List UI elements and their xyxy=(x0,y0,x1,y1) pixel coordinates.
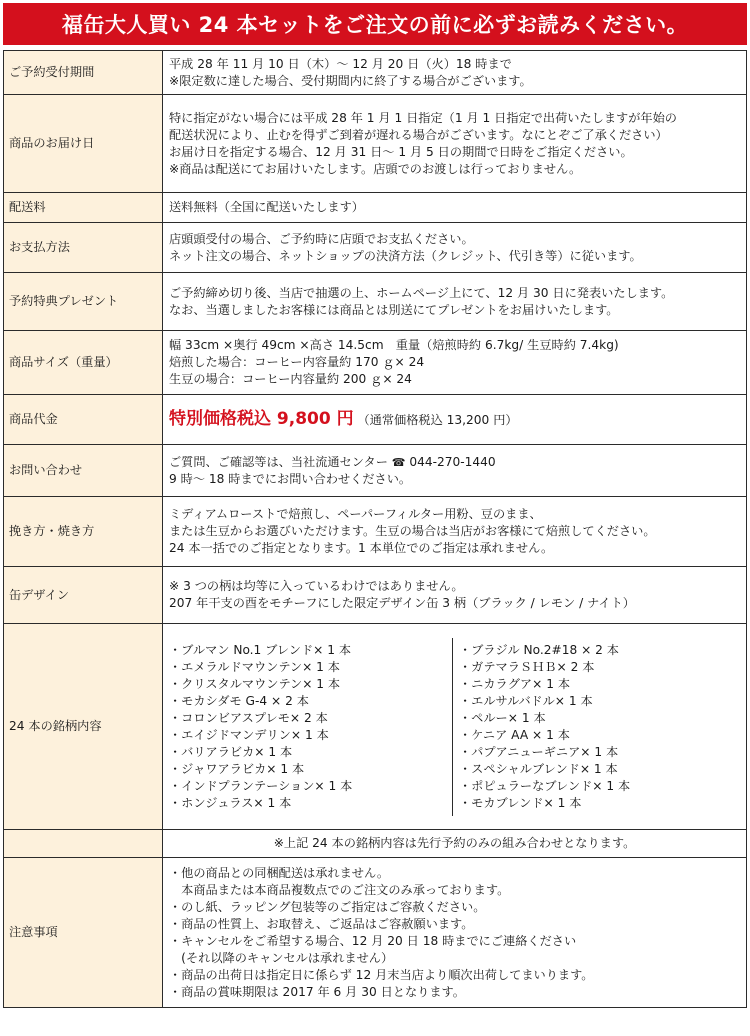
value-notes xyxy=(163,858,747,1008)
text-line: 9 時～ 18 時までにお問い合わせください。 xyxy=(169,471,412,486)
phone-icon: ☎ xyxy=(391,455,406,469)
label-brands: 24 本の銘柄内容 xyxy=(4,624,163,830)
text-line: 店頭頭受付の場合、ご予約時に店頭でお支払ください。 xyxy=(169,231,474,246)
list-item: ・ガテマラＳＨＢ× 2 本 xyxy=(459,659,595,674)
value-present xyxy=(163,273,747,331)
text-line: ネット注文の場合、ネットショップの決済方法（クレジット、代引き等）に従います。 xyxy=(169,248,642,263)
list-item: ・ポピュラーなブレンド× 1 本 xyxy=(459,778,631,793)
row-notes xyxy=(4,858,747,1008)
label-payment: お支払方法 xyxy=(4,223,163,273)
row-brands xyxy=(4,624,747,830)
value-price xyxy=(163,395,747,445)
page-title-banner: 福缶大人買い 24 本セットをご注文の前に必ずお読みください。 xyxy=(3,3,747,45)
list-item: ・ブラジル No.2#18 × 2 本 xyxy=(459,642,619,657)
list-item: ・ジャワアラビカ× 1 本 xyxy=(169,761,305,776)
label-size: 商品サイズ（重量） xyxy=(4,331,163,395)
value-size xyxy=(163,331,747,395)
text-line xyxy=(169,454,746,471)
list-item: ・バリアラビカ× 1 本 xyxy=(169,744,293,759)
row-reservation xyxy=(4,51,747,95)
text-line: (それ以降のキャンセルは承れません） xyxy=(169,950,394,965)
row-shipping xyxy=(4,193,747,223)
special-price: 特別価格税込 9,800 円 xyxy=(169,408,354,429)
text-line: 24 本一括でのご指定となります。1 本単位でのご指定は承れません。 xyxy=(169,541,554,555)
list-item: ・エルサルバドル× 1 本 xyxy=(459,693,593,708)
text-line: ※限定数に達した場合、受付期間内に終了する場合がございます。 xyxy=(169,73,532,88)
text-line: ・キャンセルをご希望する場合、12 月 20 日 18 時までにご連絡ください xyxy=(169,933,577,948)
row-size xyxy=(4,331,747,395)
brands-columns xyxy=(163,638,746,816)
label-delivery: 商品のお届け日 xyxy=(4,95,163,193)
list-item: ・モカシダモ G-4 × 2 本 xyxy=(169,693,309,708)
brands-left-list xyxy=(163,638,453,816)
list-item: ・ケニア AA × 1 本 xyxy=(459,727,570,742)
text-line: ミディアムローストで焙煎し、ペーパーフィルター用粉、豆のまま、 xyxy=(169,507,542,521)
text-line: 207 年干支の酉をモチーフにした限定デザイン缶 3 柄（ブラック / レモン / ナイト） xyxy=(169,596,635,610)
text-line: 幅 33cm ×奥行 49cm ×高さ 14.5cm 重量（焙煎時約 6.7kg/ 生豆時約 7.4kg) xyxy=(169,338,619,352)
text-line: ・商品の性質上、お取替え、ご返品はご容赦願います。 xyxy=(169,916,474,931)
row-payment xyxy=(4,223,747,273)
brands-right-list xyxy=(453,638,746,816)
value-grind xyxy=(163,497,747,567)
text-line: 生豆の場合：コーヒー内容量約 200 ｇ× 24 xyxy=(169,372,412,386)
list-item: ・パプアニューギニア× 1 本 xyxy=(459,744,619,759)
value-payment xyxy=(163,223,747,273)
label-shipping: 配送料 xyxy=(4,193,163,223)
row-brands-note xyxy=(4,830,747,858)
list-item: ・インドプランテーション× 1 本 xyxy=(169,778,353,793)
label-contact: お問い合わせ xyxy=(4,445,163,497)
text-line: ・他の商品との同梱配送は承れません。 xyxy=(169,865,390,880)
label-notes: 注意事項 xyxy=(4,858,163,1008)
list-item: ・ニカラグア× 1 本 xyxy=(459,676,571,691)
list-item: ・エイジドマンデリン× 1 本 xyxy=(169,727,329,742)
value-brands xyxy=(163,624,747,830)
label-present: 予約特典プレゼント xyxy=(4,273,163,331)
text-line: ・商品の賞味期限は 2017 年 6 月 30 日となります。 xyxy=(169,984,465,999)
text-line: 配送状況により、止むを得ずご到着が遅れる場合がございます。なにとぞご了承ください） xyxy=(169,127,668,142)
phone-number[interactable]: 044-270-1440 xyxy=(409,454,496,469)
list-item: ・ブルマン No.1 ブレンド× 1 本 xyxy=(169,642,352,657)
text-line: 焙煎した場合：コーヒー内容量約 170 ｇ× 24 xyxy=(169,355,425,369)
label-design: 缶デザイン xyxy=(4,567,163,624)
text-line: または生豆からお選びいただけます。生豆の場合は当店がお客様にて焙煎してください。 xyxy=(169,524,656,538)
text-line: 本商品または本商品複数点でのご注文のみ承っております。 xyxy=(169,882,510,897)
label-reservation: ご予約受付期間 xyxy=(4,51,163,95)
row-design xyxy=(4,567,747,624)
list-item: ・コロンビアスプレモ× 2 本 xyxy=(169,710,328,725)
text-line: なお、当選しましたお客様には商品とは別送にてプレゼントをお届けいたします。 xyxy=(169,302,619,317)
value-delivery xyxy=(163,95,747,193)
label-price: 商品代金 xyxy=(4,395,163,445)
text-line: 平成 28 年 11 月 10 日（木）～ 12 月 20 日（火）18 時まで xyxy=(169,56,512,71)
list-item: ・ペルー× 1 本 xyxy=(459,710,546,725)
text-line: ご予約締め切り後、当店で抽選の上、ホームページ上にて、12 月 30 日に発表いたします。 xyxy=(169,285,674,300)
value-design xyxy=(163,567,747,624)
text-line: 特に指定がない場合には平成 28 年 1 月 1 日指定（1 月 1 日指定で出荷いたしますが年始の xyxy=(169,110,677,125)
text-line: ※ 3 つの柄は均等に入っているわけではありません。 xyxy=(169,579,464,593)
label-brands-note-empty xyxy=(4,830,163,858)
label-grind: 挽き方・焼き方 xyxy=(4,497,163,567)
normal-price: （通常価格税込 13,200 円） xyxy=(357,412,518,427)
value-reservation xyxy=(163,51,747,95)
text-line: ・商品の出荷日は指定日に係らず 12 月末当店より順次出荷してまいります。 xyxy=(169,967,594,982)
value-shipping xyxy=(163,193,747,223)
row-grind xyxy=(4,497,747,567)
order-info-table xyxy=(3,50,747,1008)
row-delivery xyxy=(4,95,747,193)
contact-prefix: ご質問、ご確認等は、当社流通センター xyxy=(169,454,388,469)
list-item: ・モカブレンド× 1 本 xyxy=(459,795,582,810)
list-item: ・エメラルドマウンテン× 1 本 xyxy=(169,659,340,674)
value-contact xyxy=(163,445,747,497)
text-line: お届け日を指定する場合、12 月 31 日～ 1 月 5 日の期間で日時をご指定ください。 xyxy=(169,144,633,159)
list-item: ・クリスタルマウンテン× 1 本 xyxy=(169,676,341,691)
brands-note: ※上記 24 本の銘柄内容は先行予約のみの組み合わせとなります。 xyxy=(163,830,747,858)
row-present xyxy=(4,273,747,331)
text-line: 送料無料（全国に配送いたします） xyxy=(169,200,364,214)
row-contact xyxy=(4,445,747,497)
text-line: ・のし紙、ラッピング包装等のご指定はご容赦ください。 xyxy=(169,899,486,914)
text-line: ※商品は配送にてお届けいたします。店頭でのお渡しは行っておりません。 xyxy=(169,161,582,176)
list-item: ・スペシャルブレンド× 1 本 xyxy=(459,761,618,776)
list-item: ・ホンジュラス× 1 本 xyxy=(169,795,292,810)
row-price xyxy=(4,395,747,445)
